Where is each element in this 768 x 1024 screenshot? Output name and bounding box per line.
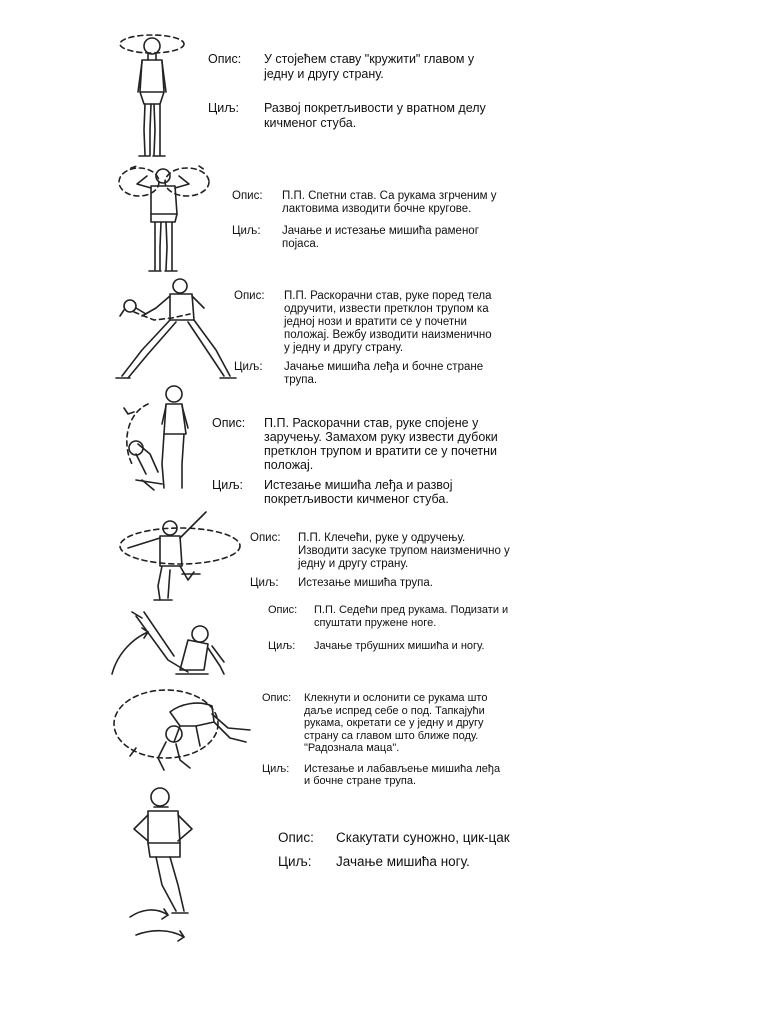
opis-text: П.П. Раскорачни став, руке спојене у заручењу. Замахом руку извести дубоки претклон трупом и вратити се у почетни положај. — [264, 416, 498, 472]
exercise-3 — [234, 290, 524, 387]
opis-label: Опис: — [262, 692, 292, 704]
opis-label: Опис: — [208, 52, 242, 66]
opis-text: Клекнути и ослонити се рукама што даље испред себе о под. Тапкајући рукама, окретати се у једну и другу страну са главом што ближе поду. "Радознала маца". — [304, 692, 488, 754]
figure-curious-cat — [110, 686, 255, 776]
opis-label: Опис: — [278, 830, 314, 845]
figure-zigzag-jump — [122, 785, 222, 955]
cilj-label: Циљ: — [278, 854, 312, 869]
cilj-label: Циљ: — [208, 101, 240, 115]
exercise-4 — [212, 416, 522, 506]
opis-label: Опис: — [232, 190, 263, 202]
figure-head-circling — [118, 30, 190, 165]
opis-text: П.П. Клечећи, руке у одручењу. Изводити засуке трупом наизменично у једну и другу страну. — [298, 532, 510, 570]
figure-seated-leg-raise — [108, 608, 233, 688]
cilj-label: Циљ: — [262, 762, 290, 775]
cilj-text: Јачање трбушних мишића и ногу. — [314, 640, 485, 652]
cilj-label: Циљ: — [268, 640, 296, 652]
cilj-label: Циљ: — [250, 577, 279, 589]
opis-text: У стојећем ставу "кружити" главом у једну и другу страну. — [264, 52, 475, 81]
cilj-text: Јачање мишића леђа и бочне стране трупа. — [284, 361, 484, 386]
exercise-5 — [250, 532, 530, 590]
cilj-text: Развој покретљивости у вратном делу кичменог стуба. — [264, 101, 486, 130]
cilj-text: Истезање и лабављење мишића леђа и бочне стране трупа. — [304, 762, 501, 787]
opis-text: П.П. Спетни став. Са рукама згрченим у лактовима изводити бочне кругове. — [282, 190, 497, 215]
cilj-text: Истезање мишића трупа. — [298, 577, 433, 589]
opis-label: Опис: — [212, 416, 246, 430]
opis-text: П.П. Седећи пред рукама. Подизати и спуштати пружене ноге. — [314, 604, 509, 629]
cilj-text: Јачање и истезање мишића раменог појаса. — [282, 225, 479, 250]
figure-shoulder-circles — [115, 162, 215, 277]
opis-text: Скакутати суножно, цик-цак — [336, 830, 510, 845]
cilj-label: Циљ: — [232, 225, 261, 237]
opis-label: Опис: — [234, 290, 265, 302]
cilj-text: Јачање мишића ногу. — [336, 854, 470, 869]
figure-kneeling-twist — [118, 510, 248, 605]
exercise-6 — [268, 604, 530, 653]
exercise-1 — [208, 52, 508, 130]
exercise-2 — [232, 190, 532, 251]
opis-label: Опис: — [250, 532, 281, 544]
opis-text: П.П. Раскорачни став, руке поред тела одручити, извести претклон трупом ка једној нози и вратити се у почетни положај. Вежбу изводити наизменично у једну и другу страну. — [284, 290, 492, 354]
cilj-label: Циљ: — [212, 478, 244, 492]
cilj-text: Истезање мишића леђа и развој покретљивости кичменог стуба. — [264, 478, 453, 506]
exercise-7 — [262, 692, 530, 788]
figure-forward-bend-side — [112, 278, 237, 388]
opis-label: Опис: — [268, 604, 298, 616]
figure-deep-bend-swing — [118, 384, 198, 499]
exercise-8 — [278, 830, 530, 870]
cilj-label: Циљ: — [234, 361, 263, 373]
